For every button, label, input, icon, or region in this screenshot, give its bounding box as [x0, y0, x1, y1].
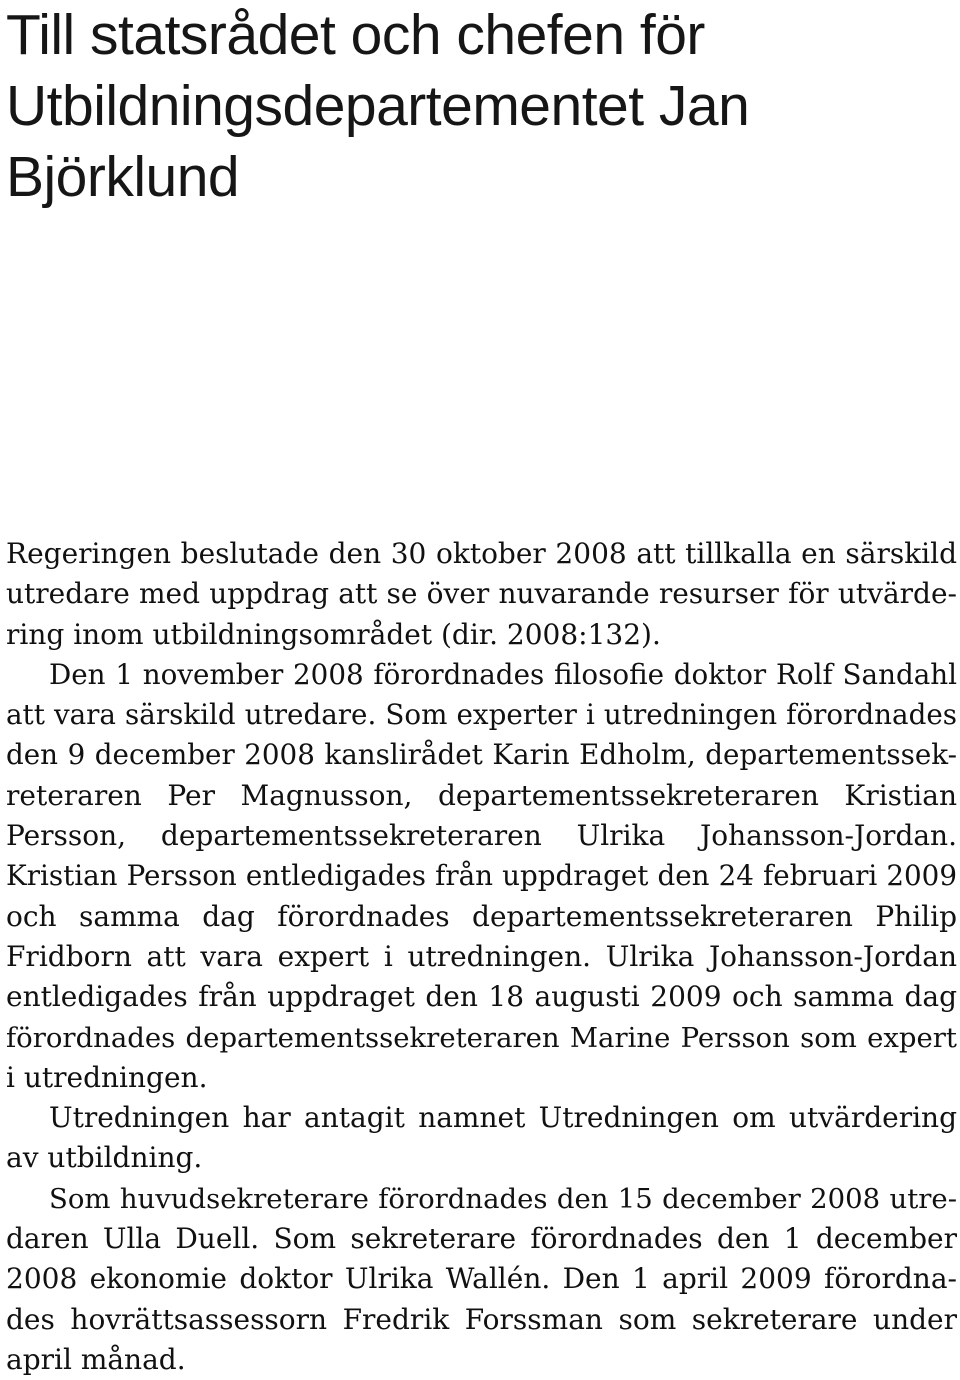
body-line: utredare med uppdrag att se över nuvarande resurser för utvärde-: [6, 577, 957, 611]
body-text: [6, 534, 957, 1380]
body-line: Fridborn att vara expert i utredningen. Ulrika Johansson-Jordan: [6, 939, 957, 973]
body-line: förordnades departementssekreteraren Marine Persson som expert: [6, 1021, 957, 1054]
body-line: och samma dag förordnades departementssekreteraren Philip: [6, 899, 957, 933]
heading-line: Björklund: [6, 145, 240, 209]
body-line: av utbildning.: [6, 1141, 203, 1175]
body-line: des hovrättsassessorn Fredrik Forssman som sekreterare under: [6, 1302, 957, 1336]
body-line: Persson, departementssekreteraren Ulrika Johansson-Jordan.: [6, 819, 957, 853]
body-line: att vara särskild utredare. Som experter i utredningen förordnades: [6, 698, 957, 732]
body-line: 2008 ekonomie doktor Ulrika Wallén. Den 1 april 2009 förordna-: [6, 1262, 957, 1296]
body-line: daren Ulla Duell. Som sekreterare förordnades den 1 december: [6, 1222, 957, 1256]
body-line: reteraren Per Magnusson, departementssekreteraren Kristian: [6, 778, 957, 812]
body-line: Den 1 november 2008 förordnades filosofie doktor Rolf Sandahl: [49, 657, 957, 691]
body-line: den 9 december 2008 kanslirådet Karin Edholm, departementssek-: [6, 738, 957, 772]
body-line: Kristian Persson entledigades från uppdraget den 24 februari 2009: [6, 859, 957, 893]
body-line: Som huvudsekreterare förordnades den 15 december 2008 utre-: [49, 1182, 957, 1215]
document-heading: [6, 0, 946, 213]
heading-line: Till statsrådet och chefen för: [6, 3, 705, 67]
body-line: ring inom utbildningsområdet (dir. 2008:132).: [6, 617, 661, 651]
body-line: april månad.: [6, 1342, 186, 1376]
body-line: Regeringen beslutade den 30 oktober 2008 att tillkalla en särskild: [6, 537, 957, 570]
body-line: Utredningen har antagit namnet Utredningen om utvärdering: [49, 1101, 957, 1135]
heading-line: Utbildningsdepartementet Jan: [6, 74, 750, 138]
body-line: i utredningen.: [6, 1060, 208, 1094]
body-line: entledigades från uppdraget den 18 augusti 2009 och samma dag: [6, 980, 957, 1014]
